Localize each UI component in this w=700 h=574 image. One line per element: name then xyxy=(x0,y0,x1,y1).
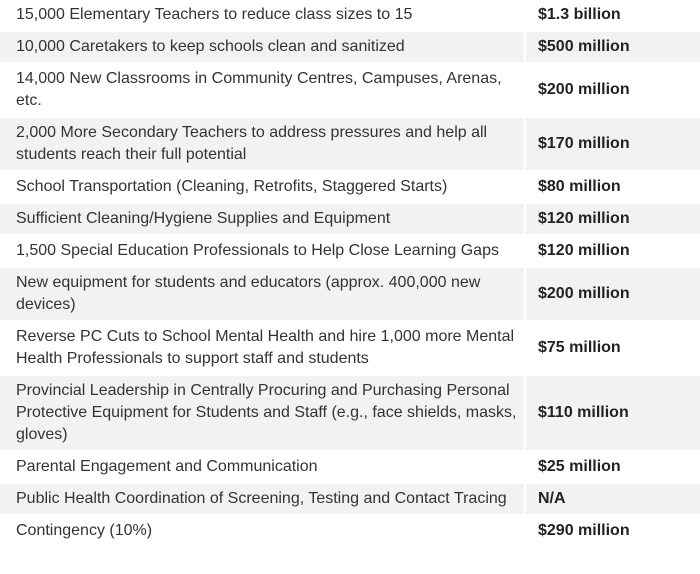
row-item: Sufficient Cleaning/Hygiene Supplies and Equipment xyxy=(0,203,525,235)
row-amount: $200 million xyxy=(525,63,700,117)
row-amount: $290 million xyxy=(525,515,700,547)
table-row xyxy=(0,375,700,451)
row-item: 14,000 New Classrooms in Community Centres, Campuses, Arenas, etc. xyxy=(0,63,525,117)
row-amount: $170 million xyxy=(525,117,700,171)
table-row xyxy=(0,31,700,63)
row-item: New equipment for students and educators (approx. 400,000 new devices) xyxy=(0,267,525,321)
table-row xyxy=(0,515,700,547)
table-row xyxy=(0,267,700,321)
table-row xyxy=(0,483,700,515)
table-row xyxy=(0,63,700,117)
table-row xyxy=(0,451,700,483)
row-amount: $80 million xyxy=(525,171,700,203)
row-item: 2,000 More Secondary Teachers to address pressures and help all students reach their full potential xyxy=(0,117,525,171)
row-amount: $120 million xyxy=(525,235,700,267)
row-item: Provincial Leadership in Centrally Procuring and Purchasing Personal Protective Equipment for Students and Staff (e.g., face shields, masks, gloves) xyxy=(0,375,525,451)
row-amount: $110 million xyxy=(525,375,700,451)
table-row xyxy=(0,171,700,203)
row-amount: $1.3 billion xyxy=(525,0,700,31)
row-item: 15,000 Elementary Teachers to reduce class sizes to 15 xyxy=(0,0,525,31)
row-amount: $75 million xyxy=(525,321,700,375)
table-row xyxy=(0,0,700,31)
row-amount: $120 million xyxy=(525,203,700,235)
row-item: Public Health Coordination of Screening, Testing and Contact Tracing xyxy=(0,483,525,515)
row-amount: $500 million xyxy=(525,31,700,63)
row-item: 10,000 Caretakers to keep schools clean and sanitized xyxy=(0,31,525,63)
row-item: Parental Engagement and Communication xyxy=(0,451,525,483)
row-amount: N/A xyxy=(525,483,700,515)
row-item: 1,500 Special Education Professionals to Help Close Learning Gaps xyxy=(0,235,525,267)
row-item: Contingency (10%) xyxy=(0,515,525,547)
table-row xyxy=(0,203,700,235)
row-amount: $25 million xyxy=(525,451,700,483)
row-item: School Transportation (Cleaning, Retrofits, Staggered Starts) xyxy=(0,171,525,203)
row-item: Reverse PC Cuts to School Mental Health and hire 1,000 more Mental Health Professionals to support staff and students xyxy=(0,321,525,375)
table-row xyxy=(0,117,700,171)
row-amount: $200 million xyxy=(525,267,700,321)
table-row xyxy=(0,321,700,375)
table-row xyxy=(0,235,700,267)
